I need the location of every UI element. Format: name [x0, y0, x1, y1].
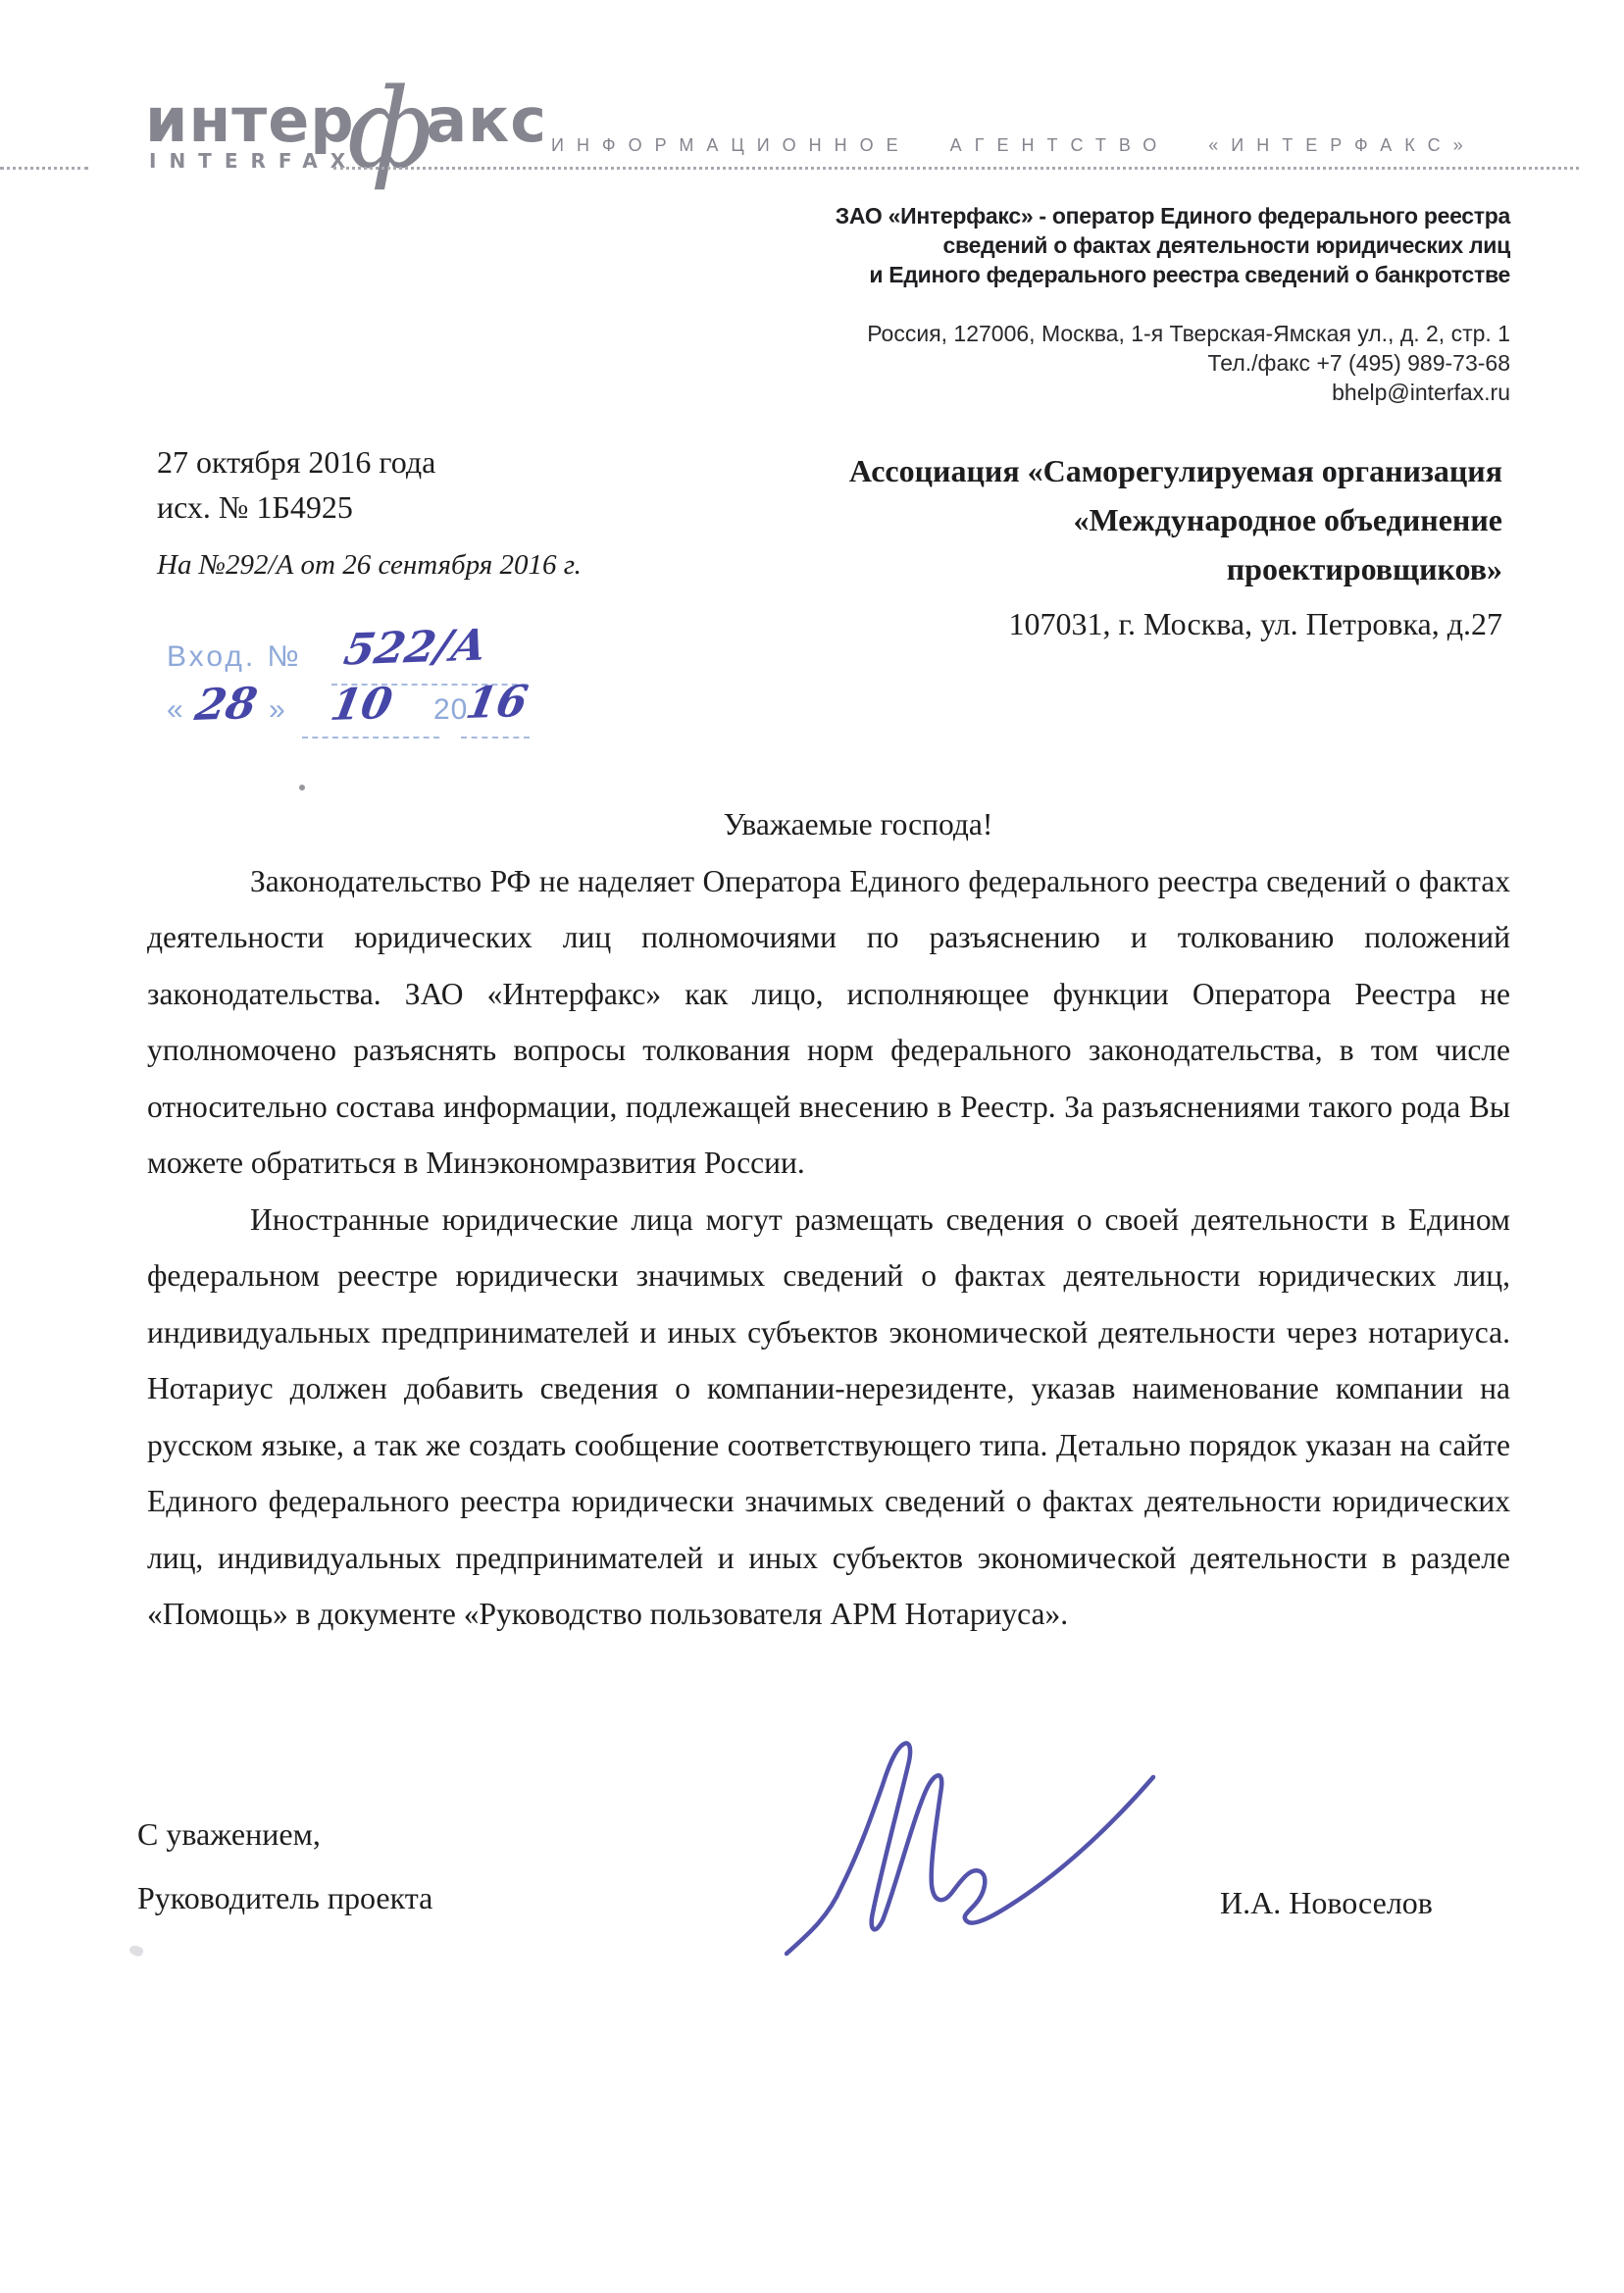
logo-latin-wordmark: INTERFAX — [149, 149, 359, 173]
stamp-year-line — [461, 737, 530, 739]
letter-meta-block — [157, 439, 435, 530]
stamp-handwritten-number: 522/А — [339, 620, 491, 676]
signer-title: Руководитель проекта — [137, 1880, 433, 1915]
agency-caption: ИНФОРМАЦИОННОЕ АГЕНТСТВО «ИНТЕРФАКС» — [551, 135, 1476, 155]
sender-phone: Тел./факс +7 (495) 989-73-68 — [1207, 350, 1510, 376]
operator-line: ЗАО «Интерфакс» - оператор Единого федерального реестра — [835, 203, 1510, 229]
sender-email: bhelp@interfax.ru — [1332, 380, 1510, 405]
body-paragraph: Иностранные юридические лица могут размещать сведения о своей деятельности в Едином федеральном реестре юридически значимых сведений о фактах деятельности юридических лиц, индивидуальных предпринимателей и иных субъектов экономической деятельности через нотариуса. Нотариус должен добавить сведения о компании-нерезиденте, указав наименование компании на русском языке, а так же создать сообщение соответствующего типа. Детально порядок указан на сайте Единого федерального реестра юридически значимых сведений о фактах деятельности юридических лиц, индивидуальных предпринимателей и иных субъектов экономической деятельности в разделе «Помощь» в документе «Руководство пользователя АРМ Нотариуса». — [147, 1201, 1510, 1631]
salutation: Уважаемые господа! — [723, 807, 993, 841]
closing-phrase: С уважением, — [137, 1816, 321, 1852]
body-paragraph: Законодательство РФ не наделяет Оператора Единого федерального реестра сведений о фактах деятельности юридических лиц полномочиями по разъяснению и толкованию положений законодательства. ЗАО «Интерфакс» как лицо, исполняющее функции Оператора Реестра не уполномочено разъяснять вопросы толкования норм федерального законодательства, в том числе относительно состава информации, подлежащей внесению в Реестр. За разъяснениями такого рода Вы можете обратиться в Минэкономразвития России. — [147, 863, 1510, 1180]
closing-block — [137, 1803, 432, 1930]
scan-artifact-smudge — [128, 1944, 145, 1959]
incoming-stamp — [167, 620, 559, 750]
masthead-rule-left — [0, 167, 88, 170]
masthead-rule-right — [333, 167, 1579, 170]
stamp-year-prefix: 20 — [433, 693, 469, 726]
outgoing-number: исх. № 1Б4925 — [157, 489, 353, 525]
scan-artifact-dot — [299, 785, 305, 790]
sender-operator-block — [836, 201, 1510, 289]
signer-name: И.А. Новоселов — [1220, 1885, 1433, 1920]
operator-line: и Единого федерального реестра сведений о банкротстве — [869, 262, 1510, 287]
recipient-name-block — [849, 446, 1502, 593]
recipient-name-line: проектировщиков» — [1226, 551, 1502, 586]
stamp-incoming-label: Вход. № — [167, 640, 302, 673]
recipient-address: 107031, г. Москва, ул. Петровка, д.27 — [1008, 606, 1502, 641]
sender-postal-address: Россия, 127006, Москва, 1-я Тверская-Ямская ул., д. 2, стр. 1 — [867, 321, 1510, 346]
interfax-logo: интерфакс — [145, 66, 547, 193]
sender-contact-block — [867, 319, 1510, 407]
handwritten-signature — [785, 1724, 1167, 1975]
stamp-month-line — [302, 737, 439, 739]
recipient-name-line: Ассоциация «Саморегулируемая организация — [848, 453, 1502, 488]
stamp-handwritten-day: 28 — [191, 678, 261, 732]
reply-reference: На №292/А от 26 сентября 2016 г. — [157, 549, 582, 581]
stamp-handwritten-month: 10 — [327, 678, 396, 732]
stamp-close-quote: » — [269, 693, 285, 726]
letter-body — [147, 796, 1510, 1643]
recipient-name-line: «Международное объединение — [1073, 502, 1502, 537]
letter-date: 27 октября 2016 года — [157, 444, 436, 480]
operator-line: сведений о фактах деятельности юридических лиц — [942, 232, 1510, 258]
stamp-handwritten-year: 16 — [462, 676, 532, 730]
logo-text-suffix: акс — [426, 84, 547, 156]
stamp-open-quote: « — [167, 693, 183, 726]
logo-text-prefix: интер — [145, 84, 355, 156]
